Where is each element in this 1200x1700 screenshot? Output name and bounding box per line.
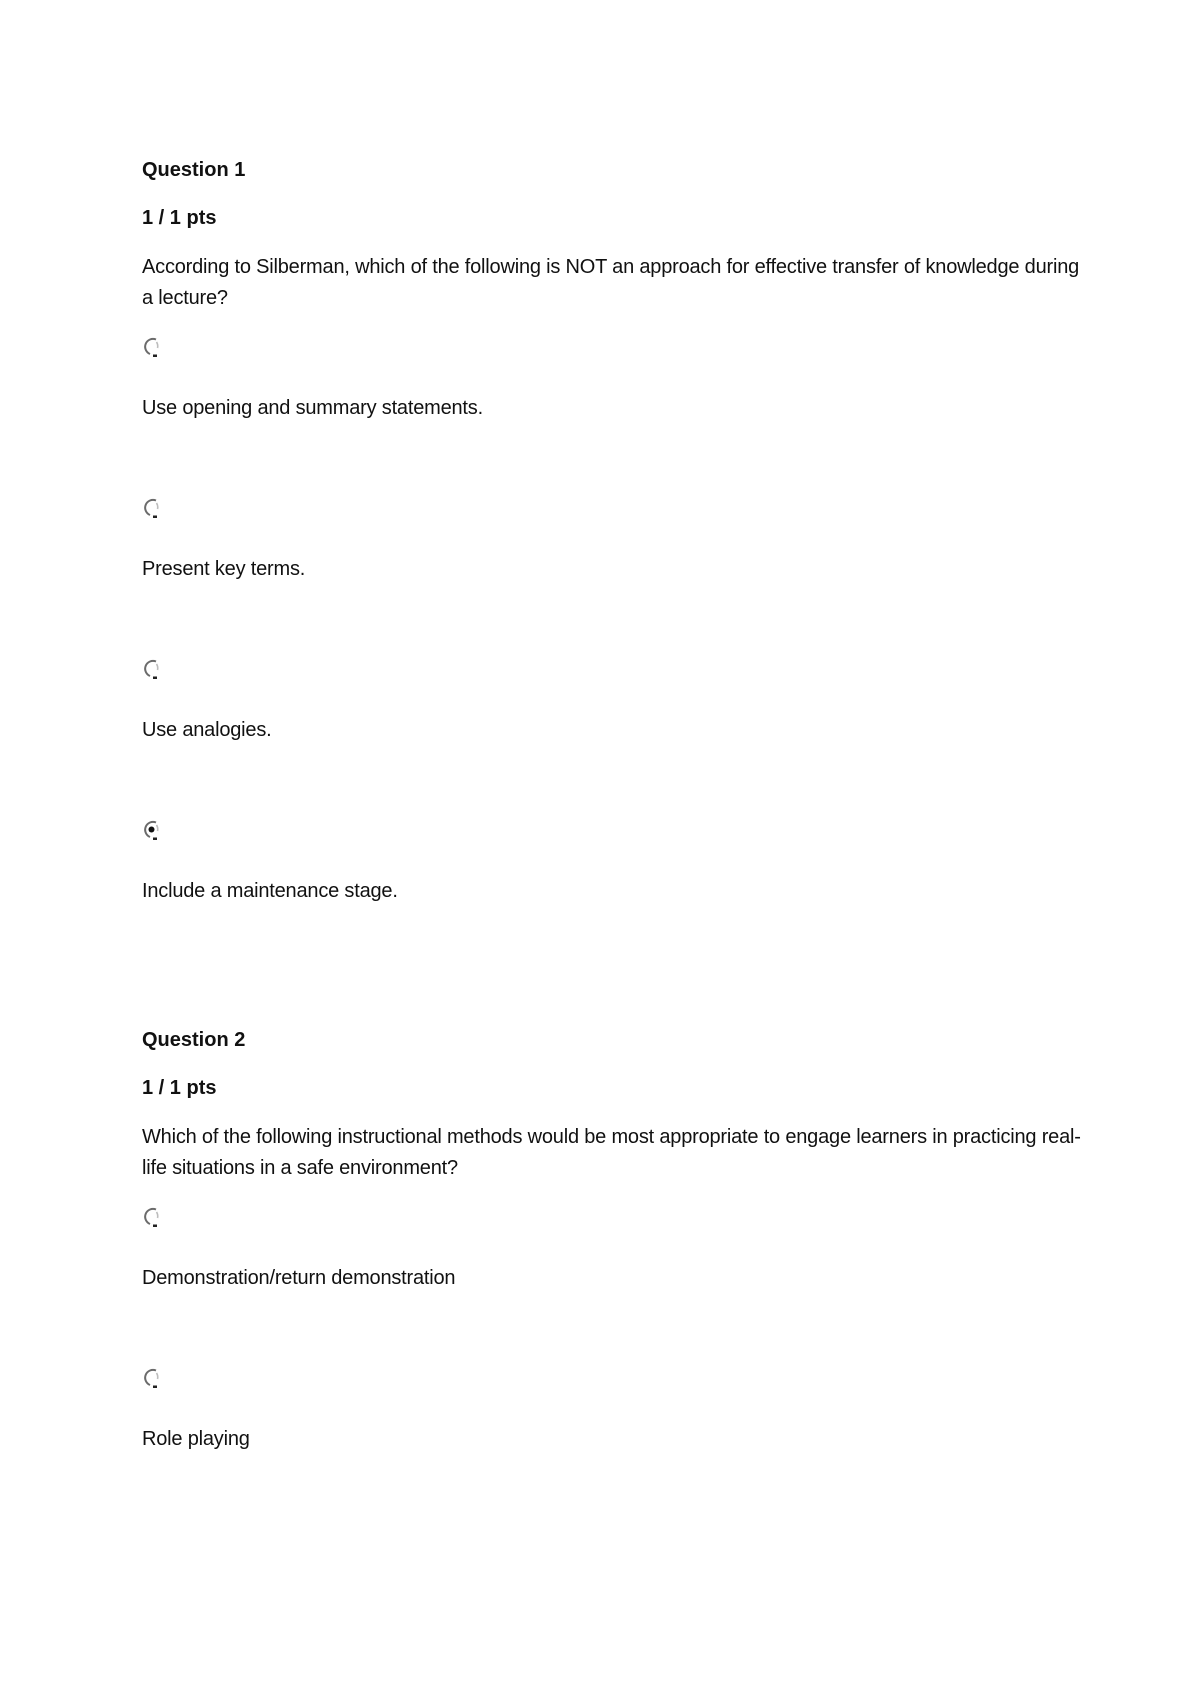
question-1 [142, 156, 1082, 979]
radio-button-selected-icon[interactable] [142, 818, 162, 842]
answer-option[interactable] [142, 496, 1082, 657]
answer-options [142, 335, 1082, 979]
answer-option-label: Use analogies. [142, 719, 272, 741]
radio-button-icon[interactable] [142, 1205, 162, 1229]
answer-option-label: Include a maintenance stage. [142, 880, 398, 902]
question-points: 1 / 1 pts [142, 1077, 217, 1099]
answer-option-label: Use opening and summary statements. [142, 397, 483, 419]
radio-button-icon[interactable] [142, 335, 162, 359]
question-text: Which of the following instructional methods would be most appropriate to engage learners in practicing real-life situations in a safe environment? [142, 1126, 1081, 1179]
radio-button-icon[interactable] [142, 657, 162, 681]
answer-option-label: Present key terms. [142, 558, 306, 580]
answer-option-label: Role playing [142, 1428, 250, 1450]
question-points: 1 / 1 pts [142, 207, 217, 229]
answer-option[interactable] [142, 818, 1082, 979]
answer-option[interactable] [142, 1366, 1082, 1527]
question-title: Question 2 [142, 1029, 246, 1051]
radio-button-icon[interactable] [142, 496, 162, 520]
answer-options [142, 1205, 1082, 1527]
answer-option[interactable] [142, 1205, 1082, 1366]
answer-option[interactable] [142, 657, 1082, 818]
answer-option-label: Demonstration/return demonstration [142, 1267, 456, 1289]
question-text: According to Silberman, which of the following is NOT an approach for effective transfer of knowledge during a lecture? [142, 256, 1080, 309]
answer-option[interactable] [142, 335, 1082, 496]
radio-button-icon[interactable] [142, 1366, 162, 1390]
question-title: Question 1 [142, 159, 246, 181]
question-2 [142, 1026, 1082, 1527]
